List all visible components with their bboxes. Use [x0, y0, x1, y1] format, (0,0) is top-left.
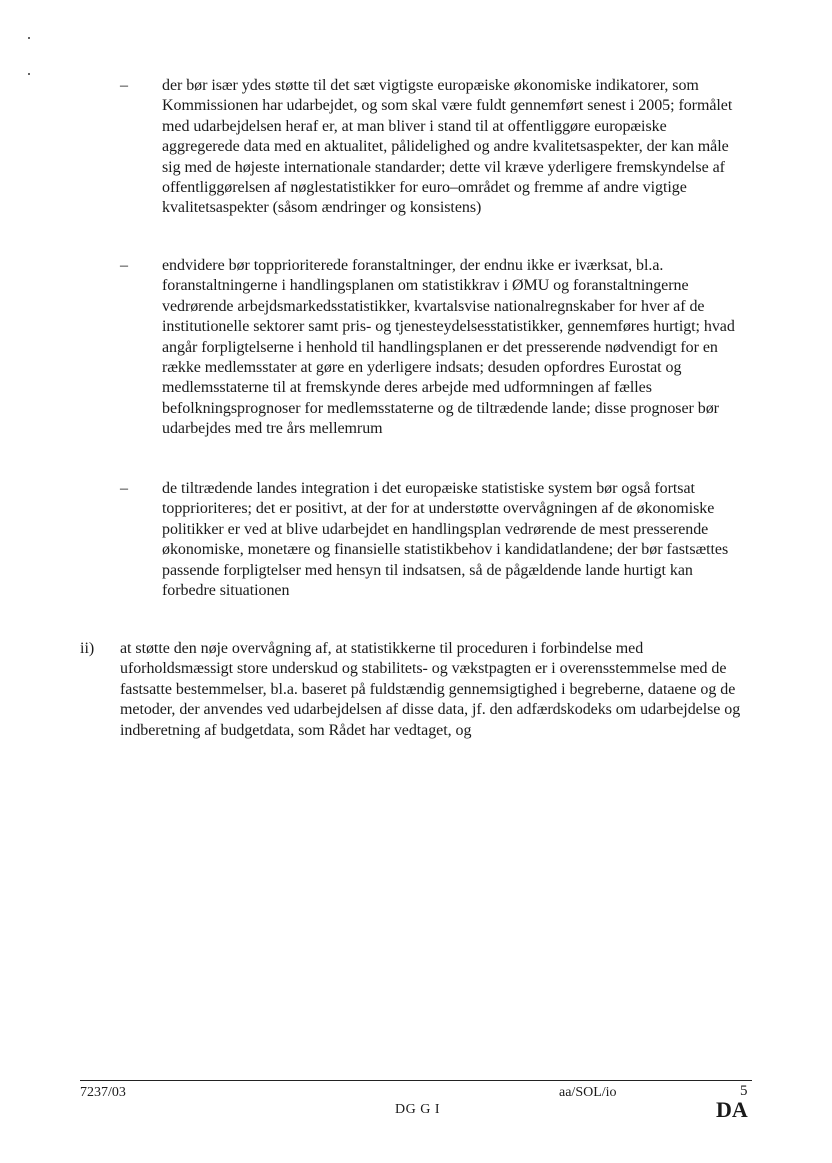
bullet-dash: – [120, 257, 128, 274]
bullet-item-3 [120, 479, 748, 601]
clause-ii [80, 639, 760, 741]
footer-reference: aa/SOL/io [559, 1085, 617, 1100]
footer-page-number: 5 [740, 1083, 748, 1099]
scan-speck [28, 73, 30, 75]
bullet-text: der bør især ydes støtte til det sæt vigtigste europæiske økonomiske indikatorer, som Kommissionen har udarbejdet, og som skal være fuldt gennemført senest i 2005; formålet med udarbejdelsen heraf er, at man bliver i stand til at offentliggøre europæiske aggregerede data med en aktualitet, pålidelighed og andre kvalitetsaspekter, der kan måle sig med de højeste internationale standarder; dette vil kræve yderligere fremskyndelse af offentliggørelsen af nøglestatistikker for euro–området og fremme af andre vigtige kvalitetsaspekter (såsom ændringer og konsistens) [162, 77, 733, 217]
footer-document-number: 7237/03 [80, 1085, 126, 1100]
bullet-dash: – [120, 77, 128, 94]
footer-directorate: DG G I [395, 1102, 440, 1117]
bullet-dash: – [120, 480, 128, 497]
footer-language-code: DA [716, 1097, 748, 1122]
clause-text: at støtte den nøje overvågning af, at statistikkerne til proceduren i forbindelse med uforholdsmæssigt store underskud og stabilitets- og vækstpagten er i overensstemmelse med de fastsatte bestemmelser, bl.a. baseret på fuldstændig gennemsigtighed i begreberne, dataene og de metoder, der anvendes ved udarbejdelsen af disse data, jf. den adfærdskodeks om udarbejdelse og indberetning af budgetdata, som Rådet har vedtaget, og [120, 640, 741, 739]
bullet-text: endvidere bør topprioriterede foranstaltninger, der endnu ikke er iværksat, bl.a. foranstaltningerne i handlingsplanen om statistikkrav i ØMU og foranstaltningerne vedrørende arbejdsmarkedsstatistikker, kvartalsvise nationalregnskaber for hver af de institutionelle sektorer samt pris- og tjenesteydelsesstatistikker, gennemføres hurtigt; hvad angår forpligtelserne i henhold til handlingsplanen er det presserende nødvendigt for en række medlemsstater at gøre en yderligere indsats; desuden opfordres Eurostat og medlemsstaterne til at fremskynde deres arbejde med udformningen af fælles befolkningsprognoser for medlemsstaterne og de tiltrædende lande; disse prognoser bør udarbejdes med tre års mellemrum [162, 257, 735, 438]
bullet-item-1 [120, 76, 748, 219]
bullet-item-2 [120, 256, 748, 440]
bullet-text: de tiltrædende landes integration i det europæiske statistiske system bør også fortsat topprioriteres; det er positivt, at der for at understøtte overvågningen af de økonomiske politikker er ved at blive udarbejdet en handlingsplan vedrørende de mest presserende økonomiske, monetære og finansielle statistikbehov i kandidatlandene; der bør fastsættes passende forpligtelser med hensyn til indsatsen, så de pågældende lande hurtigt kan forbedre situationen [162, 480, 729, 600]
clause-number: ii) [80, 640, 95, 657]
scan-speck [28, 37, 30, 39]
footer-divider [80, 1080, 752, 1081]
